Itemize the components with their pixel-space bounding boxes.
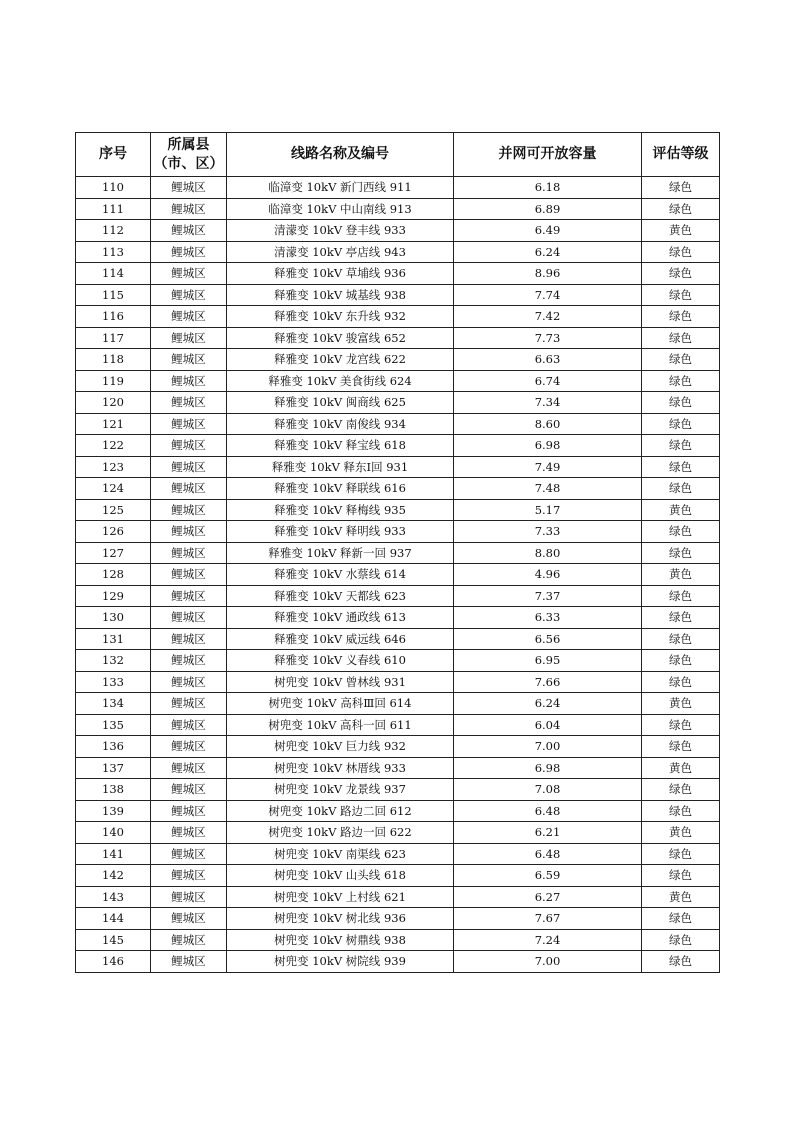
cell-seq: 129 [76, 585, 151, 607]
cell-grade: 绿色 [642, 650, 720, 672]
cell-grade: 黄色 [642, 757, 720, 779]
cell-seq: 120 [76, 392, 151, 414]
cell-seq: 140 [76, 822, 151, 844]
header-seq: 序号 [76, 133, 151, 177]
table-row [76, 177, 720, 199]
cell-grade: 黄色 [642, 564, 720, 586]
table-row [76, 413, 720, 435]
cell-seq: 124 [76, 478, 151, 500]
cell-line-name: 树兜变 10kV 高科一回 611 [227, 714, 454, 736]
cell-seq: 144 [76, 908, 151, 930]
cell-capacity: 7.08 [454, 779, 642, 801]
cell-county: 鲤城区 [151, 521, 227, 543]
table-row [76, 370, 720, 392]
table-row [76, 607, 720, 629]
header-county-line1: 所属县 [167, 136, 210, 153]
cell-line-name: 树兜变 10kV 龙景线 937 [227, 779, 454, 801]
table-body [76, 177, 720, 973]
header-grade: 评估等级 [642, 133, 720, 177]
cell-line-name: 释雅变 10kV 释明线 933 [227, 521, 454, 543]
cell-grade: 绿色 [642, 241, 720, 263]
cell-grade: 绿色 [642, 284, 720, 306]
cell-capacity: 7.37 [454, 585, 642, 607]
cell-line-name: 树兜变 10kV 林厝线 933 [227, 757, 454, 779]
cell-county: 鲤城区 [151, 392, 227, 414]
table-row [76, 951, 720, 973]
cell-capacity: 6.49 [454, 220, 642, 242]
cell-grade: 绿色 [642, 349, 720, 371]
cell-capacity: 6.56 [454, 628, 642, 650]
cell-seq: 142 [76, 865, 151, 887]
cell-grade: 绿色 [642, 714, 720, 736]
cell-grade: 黄色 [642, 822, 720, 844]
cell-line-name: 释雅变 10kV 释梅线 935 [227, 499, 454, 521]
cell-capacity: 7.24 [454, 929, 642, 951]
cell-county: 鲤城区 [151, 220, 227, 242]
cell-seq: 146 [76, 951, 151, 973]
cell-seq: 131 [76, 628, 151, 650]
cell-grade: 绿色 [642, 456, 720, 478]
cell-capacity: 6.95 [454, 650, 642, 672]
table-row [76, 843, 720, 865]
cell-county: 鲤城区 [151, 736, 227, 758]
cell-capacity: 6.33 [454, 607, 642, 629]
cell-county: 鲤城区 [151, 628, 227, 650]
cell-capacity: 5.17 [454, 499, 642, 521]
cell-seq: 135 [76, 714, 151, 736]
cell-seq: 128 [76, 564, 151, 586]
cell-grade: 绿色 [642, 800, 720, 822]
table-row [76, 349, 720, 371]
cell-county: 鲤城区 [151, 499, 227, 521]
table-row [76, 929, 720, 951]
cell-county: 鲤城区 [151, 779, 227, 801]
cell-line-name: 释雅变 10kV 草埔线 936 [227, 263, 454, 285]
table-header [76, 133, 720, 177]
cell-line-name: 树兜变 10kV 上村线 621 [227, 886, 454, 908]
cell-line-name: 释雅变 10kV 释东Ⅰ回 931 [227, 456, 454, 478]
cell-line-name: 释雅变 10kV 通政线 613 [227, 607, 454, 629]
table-row [76, 521, 720, 543]
cell-line-name: 释雅变 10kV 骏富线 652 [227, 327, 454, 349]
cell-seq: 133 [76, 671, 151, 693]
cell-line-name: 树兜变 10kV 南渠线 623 [227, 843, 454, 865]
table-row [76, 499, 720, 521]
cell-capacity: 7.34 [454, 392, 642, 414]
table-row [76, 886, 720, 908]
cell-seq: 118 [76, 349, 151, 371]
cell-line-name: 释雅变 10kV 义春线 610 [227, 650, 454, 672]
table-row [76, 241, 720, 263]
cell-capacity: 7.00 [454, 951, 642, 973]
cell-seq: 113 [76, 241, 151, 263]
cell-line-name: 清濛变 10kV 亭店线 943 [227, 241, 454, 263]
cell-county: 鲤城区 [151, 263, 227, 285]
cell-county: 鲤城区 [151, 843, 227, 865]
cell-capacity: 8.60 [454, 413, 642, 435]
cell-capacity: 6.48 [454, 843, 642, 865]
cell-line-name: 释雅变 10kV 美食街线 624 [227, 370, 454, 392]
cell-grade: 绿色 [642, 736, 720, 758]
header-county-line2: （市、区） [153, 155, 224, 172]
cell-line-name: 树兜变 10kV 树鼎线 938 [227, 929, 454, 951]
cell-capacity: 7.49 [454, 456, 642, 478]
cell-seq: 143 [76, 886, 151, 908]
cell-line-name: 清濛变 10kV 登丰线 933 [227, 220, 454, 242]
cell-line-name: 树兜变 10kV 树院线 939 [227, 951, 454, 973]
table-row [76, 714, 720, 736]
cell-county: 鲤城区 [151, 908, 227, 930]
cell-county: 鲤城区 [151, 607, 227, 629]
cell-grade: 绿色 [642, 392, 720, 414]
cell-line-name: 释雅变 10kV 释联线 616 [227, 478, 454, 500]
cell-county: 鲤城区 [151, 951, 227, 973]
cell-grade: 绿色 [642, 779, 720, 801]
header-county [151, 133, 227, 177]
cell-seq: 114 [76, 263, 151, 285]
cell-county: 鲤城区 [151, 822, 227, 844]
cell-capacity: 6.27 [454, 886, 642, 908]
cell-county: 鲤城区 [151, 478, 227, 500]
cell-capacity: 6.04 [454, 714, 642, 736]
cell-grade: 黄色 [642, 693, 720, 715]
cell-grade: 绿色 [642, 628, 720, 650]
cell-county: 鲤城区 [151, 714, 227, 736]
cell-county: 鲤城区 [151, 284, 227, 306]
cell-county: 鲤城区 [151, 241, 227, 263]
header-line-name: 线路名称及编号 [227, 133, 454, 177]
cell-county: 鲤城区 [151, 929, 227, 951]
cell-county: 鲤城区 [151, 456, 227, 478]
cell-county: 鲤城区 [151, 177, 227, 199]
cell-capacity: 7.48 [454, 478, 642, 500]
cell-line-name: 树兜变 10kV 曾林线 931 [227, 671, 454, 693]
cell-county: 鲤城区 [151, 564, 227, 586]
cell-seq: 145 [76, 929, 151, 951]
cell-seq: 141 [76, 843, 151, 865]
table-row [76, 693, 720, 715]
table-row [76, 628, 720, 650]
table-row [76, 456, 720, 478]
cell-grade: 绿色 [642, 951, 720, 973]
table-row [76, 822, 720, 844]
cell-county: 鲤城区 [151, 671, 227, 693]
cell-grade: 绿色 [642, 413, 720, 435]
cell-grade: 绿色 [642, 585, 720, 607]
cell-seq: 116 [76, 306, 151, 328]
cell-line-name: 释雅变 10kV 水蔡线 614 [227, 564, 454, 586]
cell-line-name: 释雅变 10kV 威远线 646 [227, 628, 454, 650]
cell-seq: 111 [76, 198, 151, 220]
header-capacity: 并网可开放容量 [454, 133, 642, 177]
cell-grade: 绿色 [642, 263, 720, 285]
header-row [76, 133, 720, 177]
cell-county: 鲤城区 [151, 865, 227, 887]
cell-capacity: 6.24 [454, 693, 642, 715]
table-row [76, 263, 720, 285]
table-row [76, 779, 720, 801]
cell-county: 鲤城区 [151, 198, 227, 220]
cell-county: 鲤城区 [151, 327, 227, 349]
cell-grade: 绿色 [642, 521, 720, 543]
cell-county: 鲤城区 [151, 349, 227, 371]
cell-grade: 绿色 [642, 306, 720, 328]
cell-capacity: 7.33 [454, 521, 642, 543]
cell-line-name: 释雅变 10kV 闽商线 625 [227, 392, 454, 414]
cell-line-name: 释雅变 10kV 东升线 932 [227, 306, 454, 328]
cell-capacity: 6.48 [454, 800, 642, 822]
cell-capacity: 4.96 [454, 564, 642, 586]
cell-county: 鲤城区 [151, 650, 227, 672]
cell-line-name: 树兜变 10kV 山头线 618 [227, 865, 454, 887]
cell-capacity: 6.98 [454, 757, 642, 779]
cell-capacity: 7.42 [454, 306, 642, 328]
table-row [76, 392, 720, 414]
cell-capacity: 6.89 [454, 198, 642, 220]
table-row [76, 220, 720, 242]
cell-grade: 绿色 [642, 370, 720, 392]
cell-grade: 绿色 [642, 327, 720, 349]
table-row [76, 564, 720, 586]
cell-capacity: 7.74 [454, 284, 642, 306]
cell-seq: 126 [76, 521, 151, 543]
cell-grade: 绿色 [642, 865, 720, 887]
cell-seq: 134 [76, 693, 151, 715]
cell-county: 鲤城区 [151, 413, 227, 435]
capacity-table [75, 132, 720, 973]
cell-grade: 黄色 [642, 220, 720, 242]
cell-seq: 125 [76, 499, 151, 521]
cell-capacity: 6.59 [454, 865, 642, 887]
cell-grade: 绿色 [642, 607, 720, 629]
cell-seq: 130 [76, 607, 151, 629]
cell-seq: 127 [76, 542, 151, 564]
table-row [76, 800, 720, 822]
cell-county: 鲤城区 [151, 757, 227, 779]
cell-county: 鲤城区 [151, 886, 227, 908]
cell-county: 鲤城区 [151, 370, 227, 392]
cell-capacity: 6.24 [454, 241, 642, 263]
cell-seq: 115 [76, 284, 151, 306]
table-row [76, 650, 720, 672]
cell-grade: 黄色 [642, 886, 720, 908]
cell-grade: 绿色 [642, 671, 720, 693]
cell-seq: 122 [76, 435, 151, 457]
table-row [76, 736, 720, 758]
cell-line-name: 树兜变 10kV 高科Ⅲ回 614 [227, 693, 454, 715]
cell-line-name: 树兜变 10kV 巨力线 932 [227, 736, 454, 758]
cell-grade: 绿色 [642, 177, 720, 199]
cell-grade: 绿色 [642, 542, 720, 564]
cell-seq: 121 [76, 413, 151, 435]
table-row [76, 542, 720, 564]
table-row [76, 671, 720, 693]
cell-county: 鲤城区 [151, 800, 227, 822]
cell-capacity: 6.21 [454, 822, 642, 844]
cell-line-name: 释雅变 10kV 天都线 623 [227, 585, 454, 607]
cell-grade: 绿色 [642, 435, 720, 457]
table-row [76, 908, 720, 930]
cell-line-name: 释雅变 10kV 龙宫线 622 [227, 349, 454, 371]
cell-seq: 110 [76, 177, 151, 199]
cell-line-name: 释雅变 10kV 城基线 938 [227, 284, 454, 306]
cell-line-name: 临漳变 10kV 新门西线 911 [227, 177, 454, 199]
cell-seq: 112 [76, 220, 151, 242]
cell-capacity: 6.63 [454, 349, 642, 371]
table-row [76, 478, 720, 500]
cell-capacity: 8.80 [454, 542, 642, 564]
table-row [76, 327, 720, 349]
cell-line-name: 释雅变 10kV 南俊线 934 [227, 413, 454, 435]
table-row [76, 757, 720, 779]
cell-grade: 绿色 [642, 908, 720, 930]
cell-capacity: 7.67 [454, 908, 642, 930]
cell-seq: 117 [76, 327, 151, 349]
table-row [76, 306, 720, 328]
cell-county: 鲤城区 [151, 542, 227, 564]
cell-county: 鲤城区 [151, 693, 227, 715]
cell-seq: 137 [76, 757, 151, 779]
cell-grade: 绿色 [642, 198, 720, 220]
table-row [76, 435, 720, 457]
cell-capacity: 8.96 [454, 263, 642, 285]
cell-line-name: 释雅变 10kV 释宝线 618 [227, 435, 454, 457]
cell-capacity: 7.73 [454, 327, 642, 349]
table-row [76, 198, 720, 220]
cell-grade: 绿色 [642, 843, 720, 865]
cell-line-name: 树兜变 10kV 路边二回 612 [227, 800, 454, 822]
cell-county: 鲤城区 [151, 585, 227, 607]
cell-capacity: 6.98 [454, 435, 642, 457]
cell-capacity: 7.00 [454, 736, 642, 758]
cell-capacity: 7.66 [454, 671, 642, 693]
cell-seq: 139 [76, 800, 151, 822]
cell-capacity: 6.74 [454, 370, 642, 392]
cell-seq: 123 [76, 456, 151, 478]
table-row [76, 865, 720, 887]
cell-line-name: 临漳变 10kV 中山南线 913 [227, 198, 454, 220]
cell-county: 鲤城区 [151, 306, 227, 328]
cell-county: 鲤城区 [151, 435, 227, 457]
cell-grade: 绿色 [642, 478, 720, 500]
cell-capacity: 6.18 [454, 177, 642, 199]
cell-line-name: 树兜变 10kV 路边一回 622 [227, 822, 454, 844]
cell-seq: 138 [76, 779, 151, 801]
cell-grade: 绿色 [642, 929, 720, 951]
table-row [76, 585, 720, 607]
cell-line-name: 树兜变 10kV 树北线 936 [227, 908, 454, 930]
cell-seq: 136 [76, 736, 151, 758]
table-row [76, 284, 720, 306]
cell-seq: 119 [76, 370, 151, 392]
cell-line-name: 释雅变 10kV 释新一回 937 [227, 542, 454, 564]
cell-grade: 黄色 [642, 499, 720, 521]
cell-seq: 132 [76, 650, 151, 672]
